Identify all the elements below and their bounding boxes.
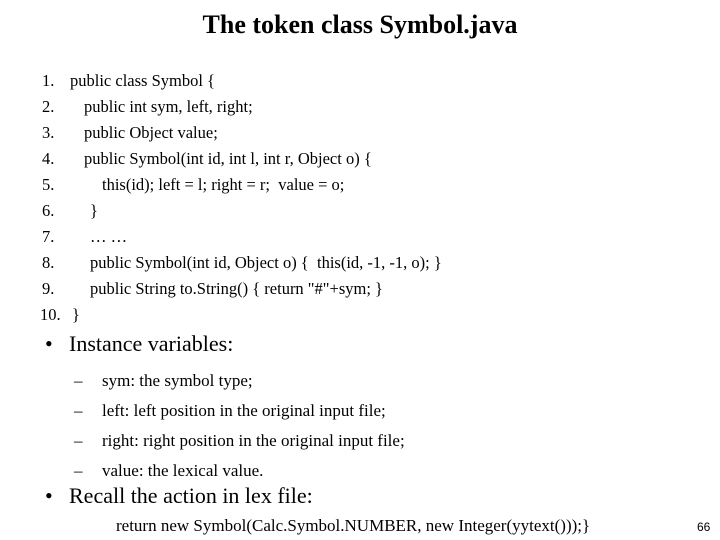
line-number: 2. (42, 97, 55, 116)
line-number: 8. (42, 253, 55, 272)
bullet-instance-variables (45, 331, 233, 357)
bullet-icon: • (45, 483, 53, 508)
page-number: 66 (697, 520, 711, 534)
line-number: 5. (42, 175, 55, 194)
line-number: 4. (42, 149, 55, 168)
return-statement: return new Symbol(Calc.Symbol.NUMBER, new Integer(yytext()));} (116, 516, 591, 535)
code-text: public Symbol(int id, Object o) { this(id, -1, -1, o); } (90, 253, 442, 272)
code-text: } (90, 201, 98, 220)
line-number: 1. (42, 71, 55, 90)
slide-title: The token class Symbol.java (202, 10, 518, 39)
dash-icon: – (74, 371, 83, 390)
line-number: 3. (42, 123, 55, 142)
code-text: public int sym, left, right; (84, 97, 253, 116)
code-text: } (72, 305, 80, 324)
code-text: public class Symbol { (70, 71, 215, 90)
line-number: 9. (42, 279, 55, 298)
dash-icon: – (74, 431, 83, 450)
code-text: public Symbol(int id, int l, int r, Object o) { (84, 149, 372, 168)
code-text: public Object value; (84, 123, 218, 142)
bullet-icon: • (45, 331, 53, 356)
code-text: this(id); left = l; right = r; value = o; (102, 175, 345, 194)
bullet-text: Recall the action in lex file: (69, 483, 313, 508)
dash-icon: – (74, 401, 83, 420)
line-number: 10. (40, 305, 61, 324)
code-text: … … (90, 227, 128, 246)
line-number: 6. (42, 201, 55, 220)
code-text: public String to.String() { return "#"+sym; } (90, 279, 383, 298)
dash-icon: – (74, 461, 83, 480)
bullet-text: Instance variables: (69, 331, 234, 356)
line-number: 7. (42, 227, 55, 246)
bullet-recall-action (45, 483, 313, 509)
